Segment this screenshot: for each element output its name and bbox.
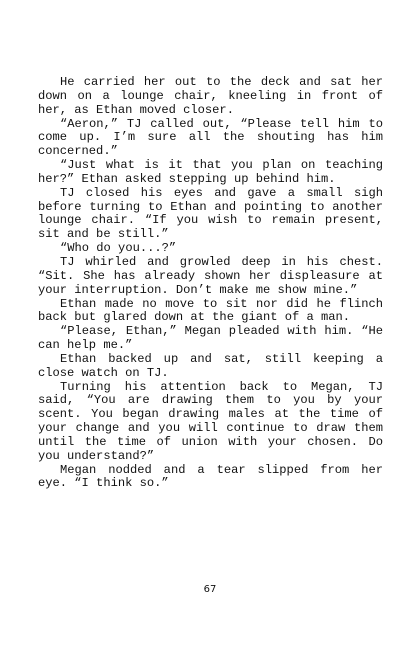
paragraph: “Please, Ethan,” Megan pleaded with him. “He can help me.” [38, 324, 383, 353]
paragraph: TJ closed his eyes and gave a small sigh before turning to Ethan and pointing to another lounge chair. “If you wish to remain present, sit and be still.” [38, 185, 383, 242]
paragraph: Turning his attention back to Megan, TJ said, “You are drawing them to you by your scent. You began drawing males at the time of your change and you will continue to draw them until the time of union with your chosen. Do you understand?” [38, 379, 383, 463]
body-text [38, 76, 383, 491]
paragraph: Ethan backed up and sat, still keeping a close watch on TJ. [38, 351, 383, 380]
paragraph: Ethan made no move to sit nor did he flinch back but glared down at the giant of a man. [38, 296, 383, 325]
page-number: 67 [203, 584, 217, 595]
paragraph: “Aeron,” TJ called out, “Please tell him to come up. I’m sure all the shouting has him concerned.” [38, 116, 383, 159]
paragraph: He carried her out to the deck and sat her down on a lounge chair, kneeling in front of her, as Ethan moved closer. [38, 75, 383, 117]
paragraph: “Who do you...?” [60, 241, 177, 256]
paragraph: “Just what is it that you plan on teaching her?” Ethan asked stepping up behind him. [38, 158, 383, 186]
paragraph: Megan nodded and a tear slipped from her eye. “I think so.” [38, 462, 383, 491]
paragraph: TJ whirled and growled deep in his chest. “Sit. She has already shown her displeasure at your interruption. Don’t make me show mine.” [38, 254, 383, 297]
